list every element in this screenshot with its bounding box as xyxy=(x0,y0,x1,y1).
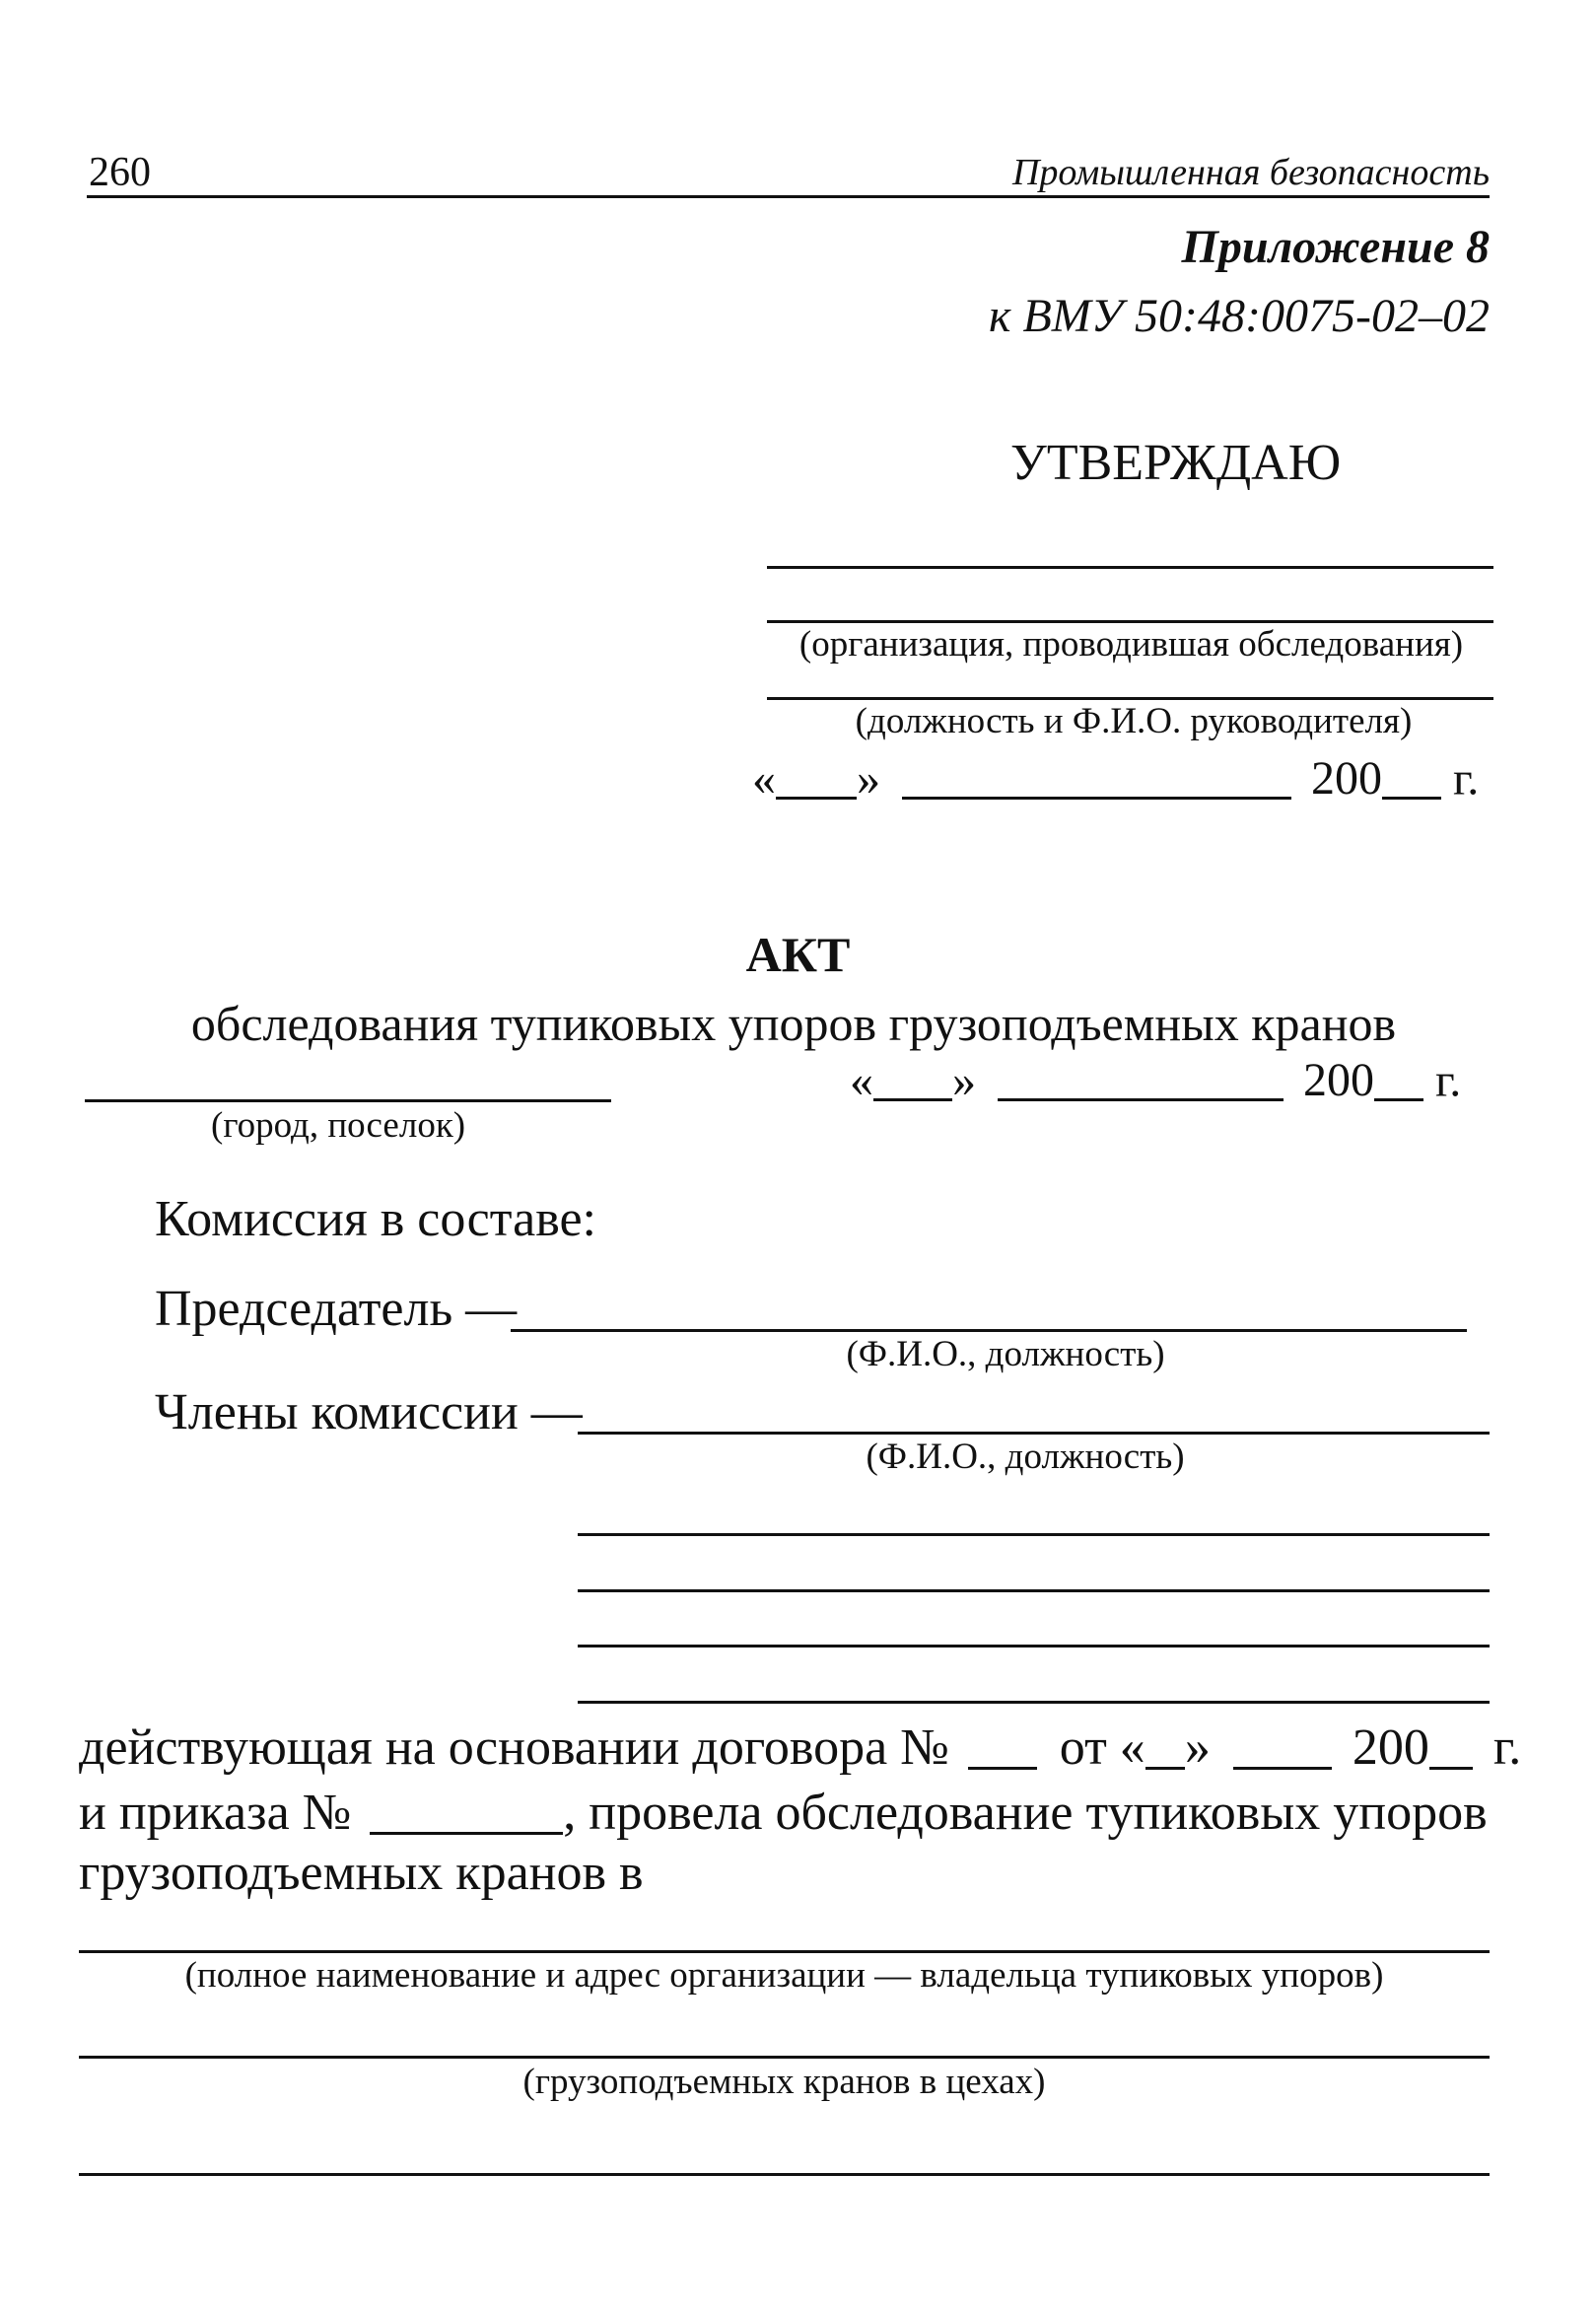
commission-heading: Комиссия в составе: xyxy=(155,1191,596,1247)
owner-caption: (полное наименование и адрес организации — владельца тупиковых упоров) xyxy=(184,1955,1384,1996)
members-line-2[interactable] xyxy=(578,1533,1490,1536)
body-line-1 xyxy=(79,1716,1521,1778)
contract-month-blank[interactable] xyxy=(1233,1716,1332,1770)
act-year-blank[interactable] xyxy=(1374,1051,1423,1101)
act-date-close-quote: » xyxy=(952,1054,976,1107)
appendix-label: Приложение 8 xyxy=(1181,221,1490,273)
header-rule xyxy=(87,195,1490,198)
act-day-blank[interactable] xyxy=(873,1051,952,1101)
act-month-blank[interactable] xyxy=(998,1051,1284,1101)
members-line-1[interactable] xyxy=(578,1432,1490,1435)
approval-date-open-quote: « xyxy=(752,752,776,806)
act-subtitle: обследования тупиковых упоров грузоподъемных кранов xyxy=(190,996,1397,1051)
appendix-reference: к ВМУ 50:48:0075-02–02 xyxy=(988,290,1490,342)
body-line-3: грузоподъемных кранов в xyxy=(79,1845,644,1901)
contract-label: действующая на основании договора № xyxy=(79,1718,949,1776)
cranes-line[interactable] xyxy=(79,2056,1490,2059)
order-number-blank[interactable] xyxy=(370,1781,563,1835)
approval-date xyxy=(752,749,1479,807)
cranes-caption: (грузоподъемных кранов в цехах) xyxy=(522,2062,1046,2102)
chairman-caption: (Ф.И.О., должность) xyxy=(846,1334,1165,1374)
approval-day-blank[interactable] xyxy=(776,749,857,800)
final-line[interactable] xyxy=(79,2173,1490,2176)
approval-year-blank[interactable] xyxy=(1382,749,1441,800)
act-title: АКТ xyxy=(745,927,851,982)
approval-org-line-1 xyxy=(767,566,1493,569)
act-date xyxy=(850,1051,1461,1109)
owner-line[interactable] xyxy=(79,1950,1490,1953)
body-line-2 xyxy=(79,1781,1488,1843)
chairman-label: Председатель — xyxy=(155,1281,518,1337)
contract-year-blank[interactable] xyxy=(1429,1716,1473,1770)
order-text: , провела обследование тупиковых упоров xyxy=(563,1784,1488,1841)
members-label: Члены комиссии — xyxy=(155,1384,583,1440)
contract-year-prefix: 200 xyxy=(1352,1718,1429,1776)
chairman-line[interactable] xyxy=(511,1329,1467,1332)
members-line-4[interactable] xyxy=(578,1645,1490,1648)
contract-year-suffix: г. xyxy=(1492,1718,1522,1776)
members-line-5[interactable] xyxy=(578,1701,1490,1704)
contract-close-quote: » xyxy=(1184,1718,1211,1776)
running-title: Промышленная безопасность xyxy=(1011,152,1490,193)
page-number: 260 xyxy=(89,150,151,195)
contract-number-blank[interactable] xyxy=(968,1716,1037,1770)
order-label: и приказа № xyxy=(79,1784,352,1841)
act-date-open-quote: « xyxy=(850,1054,873,1107)
act-year-suffix: г. xyxy=(1435,1054,1462,1107)
contract-day-blank[interactable] xyxy=(1145,1716,1185,1770)
approval-head-caption: (должность и Ф.И.О. руководителя) xyxy=(855,701,1413,741)
approval-year-suffix: г. xyxy=(1453,752,1480,806)
members-line-3[interactable] xyxy=(578,1589,1490,1592)
contract-from-label: от « xyxy=(1059,1718,1145,1776)
act-place-caption: (город, поселок) xyxy=(211,1105,466,1146)
approval-month-blank[interactable] xyxy=(902,749,1291,800)
approval-year-prefix: 200 xyxy=(1311,752,1382,806)
approval-title: УТВЕРЖДАЮ xyxy=(1010,435,1342,491)
members-caption: (Ф.И.О., должность) xyxy=(866,1437,1185,1477)
approval-org-caption: (организация, проводившая обследования) xyxy=(798,624,1464,665)
act-year-prefix: 200 xyxy=(1303,1054,1374,1107)
act-place-line[interactable] xyxy=(85,1099,611,1102)
approval-date-close-quote: » xyxy=(857,752,880,806)
